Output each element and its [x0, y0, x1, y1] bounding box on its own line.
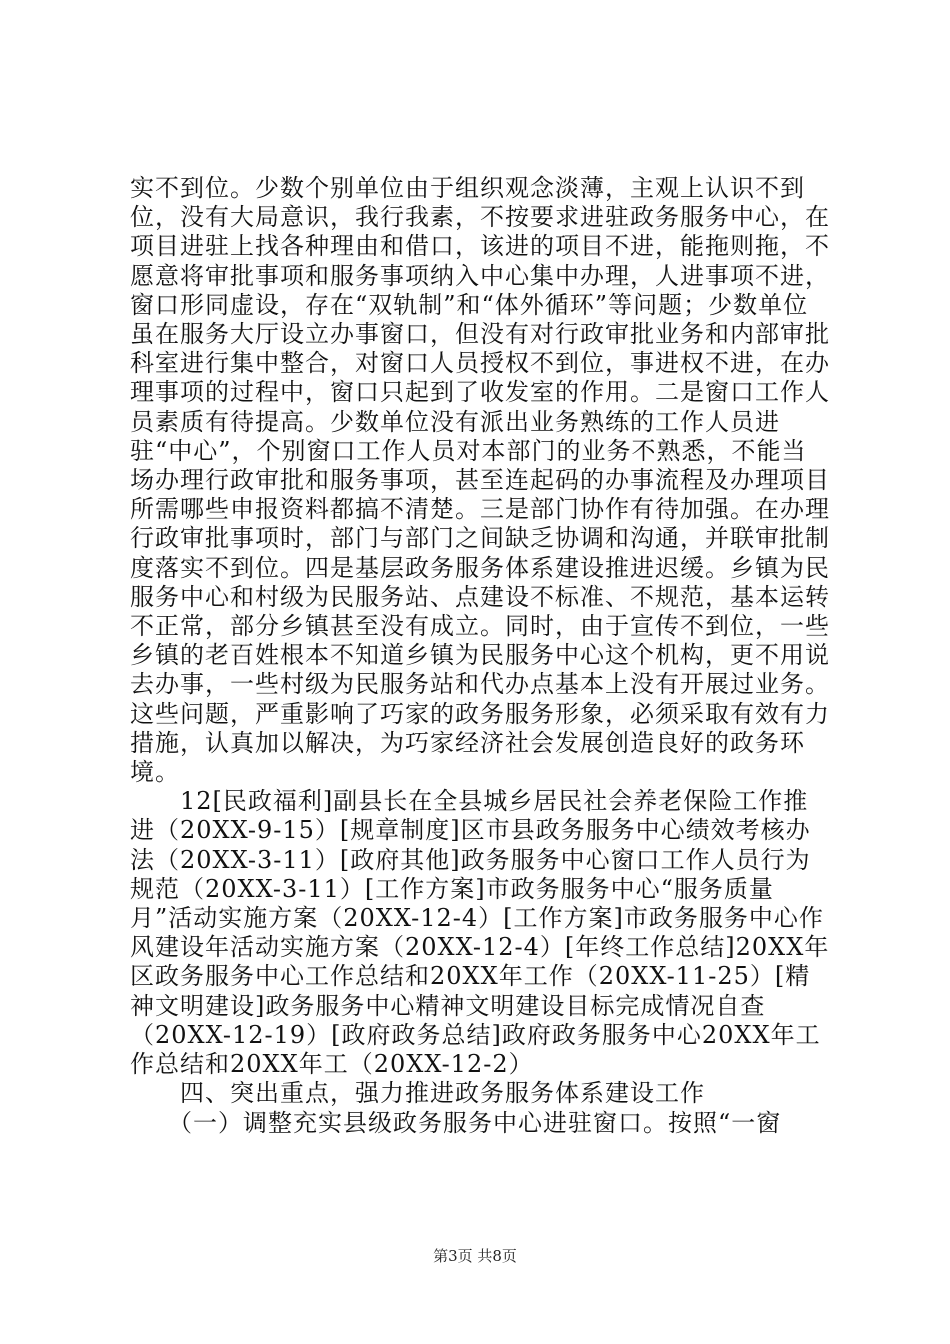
page-footer — [0, 1245, 950, 1266]
paragraph-related-links: 12[民政福利]副县长在全县城乡居民社会养老保险工作推进（20XX-9-15）[规章制度]区市县政务服务中心绩效考核办法（20XX-3-11）[政府其他]政务服务中心窗口工作人员行为规范（20XX-3-11）[工作方案]市政务服务中心“服务质量月”活动实施方案（20XX-12-4）[工作方案]市政务服务中心作风建设年活动实施方案（20XX-12-4）[年终工作总结]20XX年区政务服务中心工作总结和20XX年工作（20XX-11-25）[精神文明建设]政务服务中心精神文明建设目标完成情况自查（20XX-12-19）[政府政务总结]政府政务服务中心20XX年工作总结和20XX年工（20XX-12-2） — [130, 787, 830, 1079]
paragraph-problems: 实不到位。少数个别单位由于组织观念淡薄，主观上认识不到位，没有大局意识，我行我素，不按要求进驻政务服务中心，在项目进驻上找各种理由和借口，该进的项目不进，能拖则拖，不愿意将审批事项和服务事项纳入中心集中办理，人进事项不进，窗口形同虚设，存在“双轨制”和“体外循环”等问题；少数单位虽在服务大厅设立办事窗口，但没有对行政审批业务和内部审批科室进行集中整合，对窗口人员授权不到位，事进权不进，在办理事项的过程中，窗口只起到了收发室的作用。二是窗口工作人员素质有待提高。少数单位没有派出业务熟练的工作人员进驻“中心”，个别窗口工作人员对本部门的业务不熟悉，不能当场办理行政审批和服务事项，甚至连起码的办事流程及办理项目所需哪些申报资料都搞不清楚。三是部门协作有待加强。在办理行政审批事项时，部门与部门之间缺乏协调和沟通，并联审批制度落实不到位。四是基层政务服务体系建设推进迟缓。乡镇为民服务中心和村级为民服务站、点建设不标准、不规范，基本运转不正常，部分乡镇甚至没有成立。同时，由于宣传不到位，一些乡镇的老百姓根本不知道乡镇为民服务中心这个机构，更不用说去办事，一些村级为民服务站和代办点基本上没有开展过业务。这些问题，严重影响了巧家的政务服务形象，必须采取有效有力措施，认真加以解决，为巧家经济社会发展创造良好的政务环境。 — [130, 174, 830, 787]
subsection-heading-one: （一）调整充实县级政务服务中心进驻窗口。按照“一窗 — [130, 1108, 782, 1137]
section-heading-four: 四、突出重点，强力推进政务服务体系建设工作 — [130, 1079, 705, 1108]
document-body — [130, 174, 830, 1138]
page-number: 第3页 共8页 — [433, 1247, 517, 1265]
